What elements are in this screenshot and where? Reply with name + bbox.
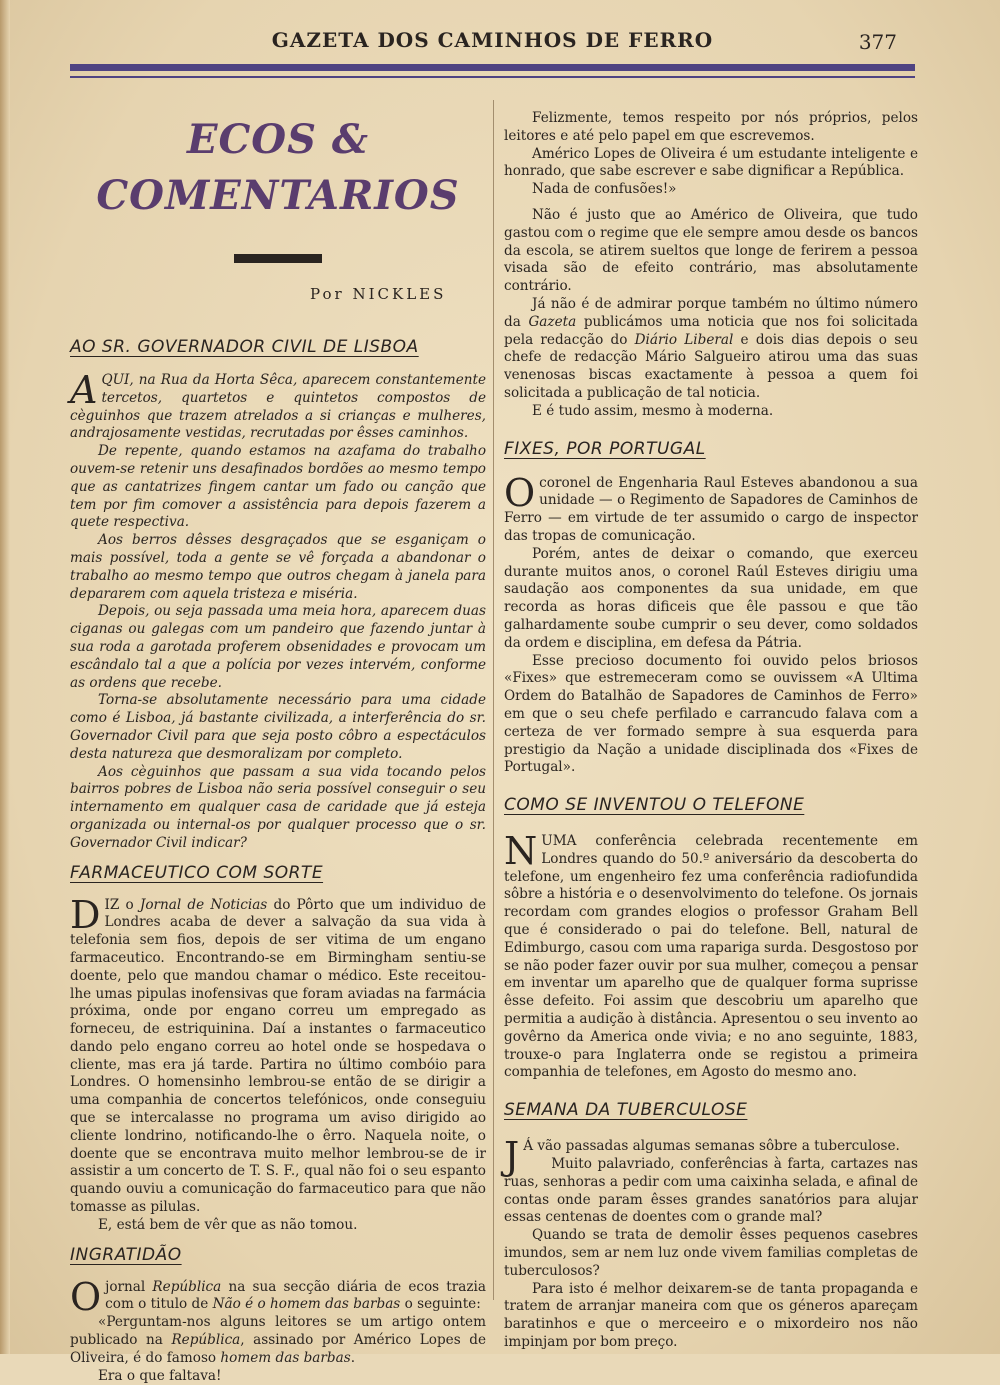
article-paragraph: J Á vão passadas algumas semanas sôbre a tuberculose. xyxy=(504,1134,900,1179)
article-paragraph: Ojornal República na sua secção diária de ecos trazia com o titulo de Não é o homem das barbas o seguinte: xyxy=(70,1274,486,1319)
section-title: ECOS & COMENTARIOS xyxy=(96,116,460,219)
article-paragraph: Aos berros dêsses desgraçados que se esganiçam o mais possível, toda a gente se vê forçada a abandonar o trabalho ao mesmo tempo que outros chegam à janela para depararem com aquela tristeza e miséria. xyxy=(70,532,486,602)
article-paragraph: Esse precioso documento foi ouvido pelos briosos «Fixes» que estremeceram como se ouvissem «A Ultima Ordem do Batalhão de Sapadores de Caminhos de Ferro» em que o seu chefe perfilado e carrancudo falava com a certeza de ver formado sempre à sua esquerda para prestigio da Nação a unidade disciplinada dos «Fixes de Portugal». xyxy=(504,652,918,776)
article-heading: SEMANA DA TUBERCULOSE xyxy=(504,1100,748,1121)
article-heading: AO SR. GOVERNADOR CIVIL DE LISBOA xyxy=(70,337,419,357)
article-paragraph: Quando se trata de demolir êsses pequenos casebres imundos, sem ar nem luz onde vivem familias completas de tuberculosos? xyxy=(504,1227,918,1279)
column-divider xyxy=(493,100,494,1300)
article-paragraph: Ocoronel de Engenharia Raul Esteves abandonou a sua unidade — o Regimento de Sapadores de Caminhos de Ferro — em virtude de ter assumido o cargo de inspector das tropas de comunicação. xyxy=(504,470,918,544)
article-paragraph: Nada de confusões!» xyxy=(532,181,677,198)
article-paragraph: E, está bem de vêr que as não tomou. xyxy=(98,1216,358,1233)
article-paragraph: Não é justo que ao Américo de Oliveira, que tudo gastou com o regime que ele sempre amou desde os bancos da escola, se atirem sueltos que longe de ferirem a pessoa visada são de efeito contrário, mas absolutamente contrário. xyxy=(504,206,918,295)
article-paragraph: Depois, ou seja passada uma meia hora, aparecem duas ciganas ou galegas com um pandeiro que fazendo juntar à sua roda a garotada proferem obsenidades e provocam um escândalo tal a que a polícia por vezes intervém, conforme as ordens que recebe. xyxy=(70,603,486,691)
article-tuberculose xyxy=(504,1100,918,1352)
drop-cap: D xyxy=(70,892,101,937)
article-paragraph: Para isto é melhor deixarem-se de tanta propaganda e tratem de arranjar maneira com que os géneros apareçam baratinhos e que o merceeiro e o mixordeiro nos não impinjam por bom preço. xyxy=(504,1280,918,1351)
article-governador xyxy=(70,337,486,853)
article-paragraph: Era o que faltava! xyxy=(98,1367,222,1384)
right-column xyxy=(504,110,918,1352)
article-paragraph: Aos cèguinhos que passam a sua vida tocando pelos bairros pobres de Lisboa não seria possível conseguir o seu internamento em qualquer casa de caridade que já esteja organizada ou internal-os por qualquer processo que o sr. Governador Civil indicar? xyxy=(70,763,486,851)
article-paragraph: NUMA conferência celebrada recentemente em Londres quando do 50.º aniversário da descoberta do telefone, um engenheiro fez uma conferência radiofundida sôbre a história e o desenvolvimento do telefone. Os jornais recordam com grandes elogios o professor Graham Bell que é considerado o pai do telefone. Bell, natural de Edimburgo, casou com uma rapariga surda. Desgostoso por se não poder fazer ouvir por sua mulher, começou a pensar em inventar um aparelho que de qualquer forma suprisse êsse defeito. Foi assim que descobriu um aparelho que permitia a audição à distância. Apresentou o seu invento ao govêrno da America onde vivia; e no ano seguinte, 1883, trouxe-o para Inglaterra onde se registou a primeira companhia de telefones, em Agosto do mesmo ano. xyxy=(504,829,918,1081)
article-heading: FIXES, POR PORTUGAL xyxy=(504,438,706,459)
article-paragraph: Porém, antes de deixar o comando, que exerceu durante muitos anos, o coronel Raúl Esteves dirigiu uma saudação aos componentes da sua unidade, em que recorda as horas dificeis que êle passou e que tão galhardamente soube cumprir o seu dever, como soldados da ordem e disciplina, em defesa da Pátria. xyxy=(504,545,918,651)
running-head xyxy=(70,28,915,58)
page-number: 377 xyxy=(858,30,897,54)
article-paragraph: Américo Lopes de Oliveira é um estudante inteligente e honrado, que sabe escrever e sabe dignificar a República. xyxy=(504,145,918,180)
article-paragraph: Torna-se absolutamente necessário para uma cidade como é Lisboa, já bastante civilizada, a interferência do sr. Governador Civil para que seja posto côbro a espectáculos desta natureza que desmoralizam por completo. xyxy=(70,692,486,762)
article-telefone xyxy=(504,795,918,1082)
article-heading: INGRATIDÃO xyxy=(70,1244,182,1265)
article-heading: COMO SE INVENTOU O TELEFONE xyxy=(504,795,805,816)
article-fixes xyxy=(504,439,918,778)
article-farmaceutico xyxy=(70,863,486,1235)
running-title: GAZETA DOS CAMINHOS DE FERRO xyxy=(271,28,714,52)
article-ingratidao xyxy=(70,1245,486,1385)
drop-cap: N xyxy=(504,829,538,874)
byline: Por NICKLES xyxy=(310,285,447,303)
article-heading: FARMACEUTICO COM SORTE xyxy=(70,862,324,883)
drop-cap: A xyxy=(70,368,98,412)
article-paragraph: Muito palavriado, conferências à farta, cartazes nas ruas, senhoras a pedir com uma caixinha selada, e afinal de contas onde param êsses grandes sanatórios para alujar essas centenas de doentes com o grande mal? xyxy=(504,1156,918,1226)
article-paragraph: Já não é de admirar porque também no último número da Gazeta publicámos uma noticia que nos foi solicitada pela redacção do Diário Liberal e dois dias depois o seu chefe de redacção Mário Salgueiro atirou uma das suas venenosas biscas exactamente à pessoa a quem foi solicitada a publicação de tal noticia. xyxy=(504,295,918,401)
left-column xyxy=(70,100,486,1385)
drop-cap: O xyxy=(70,1274,102,1319)
drop-cap: J xyxy=(504,1134,520,1179)
drop-cap: O xyxy=(504,470,536,515)
title-ornament-bar xyxy=(234,254,322,263)
header-rule-thick xyxy=(70,64,915,71)
article-paragraph: «Perguntam-nos alguns leitores se um artigo ontem publicado na República, assinado por Américo Lopes de Oliveira, é do famoso homem das barbas. xyxy=(70,1314,486,1366)
article-paragraph: De repente, quando estamos na azafama do trabalho ouvem-se retenir uns desafinados bordões ao mesmo tempo que as cantatrizes fingem cantar um fado ou canção que tem por fim comover a assistência para depois fazerem a quete respectiva. xyxy=(70,443,486,531)
header-rule-thin xyxy=(70,76,915,78)
article-paragraph: E é tudo assim, mesmo à moderna. xyxy=(532,402,774,419)
article-paragraph: Felizmente, temos respeito por nós próprios, pelos leitores e até pelo papel em que escrevemos. xyxy=(504,110,918,144)
page-edge xyxy=(0,0,10,1354)
article-paragraph: DIZ o Jornal de Noticias do Pôrto que um individuo de Londres acaba de dever a salvação da sua vida à telefonia sem fios, depois de ser vitima de um engano farmaceutico. Encontrando-se em Birmingham sentiu-se doente, pelo que mandou chamar o médico. Este receitou-lhe umas pipulas inofensivas que foram aviadas na farmácia próxima, onde por engano correu um empregado as forneceu, de estriquinina. Daí a instantes o farmaceutico dando pelo engano correu ao hotel onde se hospedava o cliente, mas era já tarde. Partira no último combóio para Londres. O homensinho lembrou-se então de se dirigir a uma companhia de concertos telefónicos, onde conseguiu que se intercalasse no programa um aviso dirigido ao cliente londrino, notificando-lhe o êrro. Naquela noite, o doente que se encontrava muito melhor lembrou-se de ir assistir a um concerto de T. S. F., qual não foi o seu espanto quando ouviu a comunicação do farmaceutico para que não tomasse as pilulas. xyxy=(70,892,486,1216)
article-ingratidao-continued xyxy=(504,110,918,421)
article-paragraph: AQUI, na Rua da Horta Sêca, aparecem constantemente tercetos, quartetos e quintetos compostos de cèguinhos que trazem atrelados a si crianças e mulheres, andrajosamente vestidas, recrutadas por êsses caminhos. xyxy=(70,368,486,442)
